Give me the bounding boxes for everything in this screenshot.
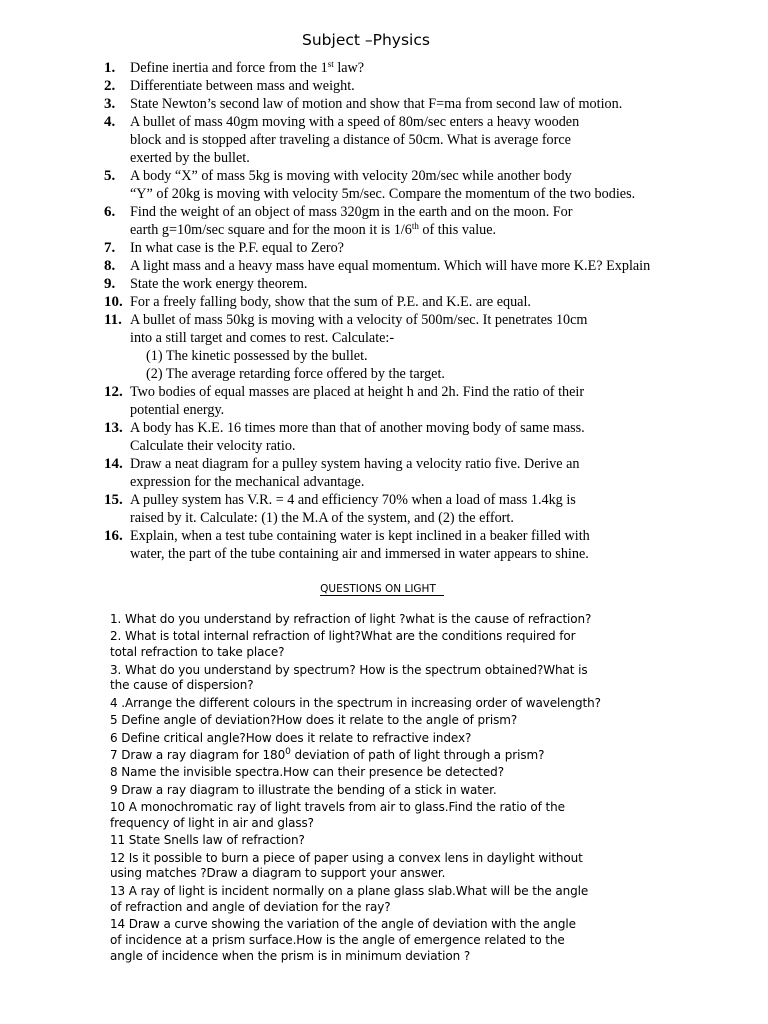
question-line: 3. What do you understand by spectrum? How is the spectrum obtained?What is <box>110 662 588 677</box>
question-line: 5 Define angle of deviation?How does it relate to the angle of prism? <box>110 713 518 728</box>
light-question <box>110 629 670 661</box>
question-number: 7. <box>104 240 116 256</box>
question-number: 6. <box>104 204 116 220</box>
question-line: 2. What is total internal refraction of light?What are the conditions required for <box>110 629 576 644</box>
physics-question <box>104 77 724 95</box>
physics-question <box>104 419 724 455</box>
light-question <box>110 800 670 832</box>
question-line: angle of incidence when the prism is in minimum deviation ? <box>110 948 471 963</box>
question-text <box>130 311 724 383</box>
question-line: 12 Is it possible to burn a piece of paper using a convex lens in daylight without <box>110 850 583 865</box>
physics-question-list <box>104 59 724 563</box>
question-line: exerted by the bullet. <box>130 150 250 166</box>
physics-question <box>104 239 724 257</box>
question-line: 4 .Arrange the different colours in the spectrum in increasing order of wavelength? <box>110 695 601 710</box>
physics-question <box>104 203 724 239</box>
physics-question <box>104 293 724 311</box>
question-number: 11. <box>104 312 122 328</box>
question-line: Find the weight of an object of mass 320gm in the earth and on the moon. For <box>130 204 573 220</box>
question-number: 12. <box>104 384 123 400</box>
physics-question <box>104 167 724 203</box>
question-text <box>130 113 724 167</box>
question-number: 3. <box>104 96 116 112</box>
question-line: earth g=10m/sec square and for the moon it is 1/6th of this value. <box>130 221 497 238</box>
question-number: 5. <box>104 168 116 184</box>
question-line: 11 State Snells law of refraction? <box>110 833 305 848</box>
light-question <box>110 663 670 695</box>
question-line: raised by it. Calculate: (1) the M.A of the system, and (2) the effort. <box>130 510 514 526</box>
light-question <box>110 713 670 729</box>
question-line: In what case is the P.F. equal to Zero? <box>130 240 344 256</box>
question-line: Draw a neat diagram for a pulley system having a velocity ratio five. Derive an <box>130 456 580 472</box>
light-question <box>110 612 670 628</box>
question-line: using matches ?Draw a diagram to support your answer. <box>110 866 446 881</box>
question-text <box>130 419 724 455</box>
question-line: For a freely falling body, show that the sum of P.E. and K.E. are equal. <box>130 294 531 310</box>
light-question <box>110 748 670 764</box>
sub-question-line: (1) The kinetic possessed by the bullet. <box>146 348 368 364</box>
question-text <box>130 95 724 113</box>
physics-question <box>104 113 724 167</box>
question-text <box>130 491 724 527</box>
light-question <box>110 833 670 849</box>
question-text <box>130 455 724 491</box>
question-text <box>130 275 724 293</box>
question-line: of incidence at a prism surface.How is the angle of emergence related to the <box>110 932 565 947</box>
question-line: Calculate their velocity ratio. <box>130 438 296 454</box>
question-line: State the work energy theorem. <box>130 276 308 292</box>
light-question <box>110 783 670 799</box>
question-line: A pulley system has V.R. = 4 and efficiency 70% when a load of mass 1.4kg is <box>130 492 576 508</box>
question-line: 1. What do you understand by refraction of light ?what is the cause of refraction? <box>110 612 592 626</box>
light-question-list <box>110 612 670 966</box>
question-line: expression for the mechanical advantage. <box>130 474 365 490</box>
question-line: of refraction and angle of deviation for the ray? <box>110 899 391 914</box>
light-question <box>110 884 670 916</box>
question-line: the cause of dispersion? <box>110 678 254 693</box>
question-line: A light mass and a heavy mass have equal momentum. Which will have more K.E? Explain <box>130 258 651 274</box>
question-line: total refraction to take place? <box>110 645 285 660</box>
question-text <box>130 257 724 275</box>
question-line: A body has K.E. 16 times more than that of another moving body of same mass. <box>130 420 585 436</box>
light-section-heading: QUESTIONS ON LIGHT <box>0 583 768 595</box>
question-number: 15. <box>104 492 123 508</box>
question-line: 13 A ray of light is incident normally on a plane glass slab.What will be the angle <box>110 883 589 898</box>
question-number: 14. <box>104 456 123 472</box>
physics-question <box>104 95 724 113</box>
physics-question <box>104 257 724 275</box>
question-text <box>130 527 724 563</box>
question-line: block and is stopped after traveling a distance of 50cm. What is average force <box>130 132 571 148</box>
question-line: water, the part of the tube containing air and immersed in water appears to shine. <box>130 546 589 562</box>
question-line: 6 Define critical angle?How does it relate to refractive index? <box>110 730 472 745</box>
question-line: A bullet of mass 40gm moving with a speed of 80m/sec enters a heavy wooden <box>130 114 580 130</box>
light-question <box>110 765 670 781</box>
light-question <box>110 851 670 883</box>
physics-question <box>104 311 724 383</box>
question-number: 1. <box>104 60 116 76</box>
question-number: 2. <box>104 78 116 94</box>
question-number: 13. <box>104 420 123 436</box>
light-question <box>110 696 670 712</box>
question-text <box>130 239 724 257</box>
physics-question <box>104 59 724 77</box>
question-text <box>130 293 724 311</box>
question-line: 9 Draw a ray diagram to illustrate the bending of a stick in water. <box>110 782 497 797</box>
question-text <box>130 383 724 419</box>
question-line: frequency of light in air and glass? <box>110 815 314 830</box>
question-line: potential energy. <box>130 402 225 418</box>
physics-question <box>104 491 724 527</box>
physics-question <box>104 383 724 419</box>
question-line: A bullet of mass 50kg is moving with a velocity of 500m/sec. It penetrates 10cm <box>130 312 588 328</box>
question-line: Explain, when a test tube containing water is kept inclined in a beaker filled with <box>130 528 590 544</box>
physics-question <box>104 275 724 293</box>
question-line: 10 A monochromatic ray of light travels from air to glass.Find the ratio of the <box>110 800 565 815</box>
light-question <box>110 917 670 964</box>
question-number: 16. <box>104 528 123 544</box>
question-number: 10. <box>104 294 123 310</box>
question-line: 8 Name the invisible spectra.How can their presence be detected? <box>110 765 504 780</box>
question-text <box>130 203 724 239</box>
question-text <box>130 59 724 77</box>
physics-question <box>104 455 724 491</box>
question-line: Differentiate between mass and weight. <box>130 78 355 94</box>
question-line: Two bodies of equal masses are placed at height h and 2h. Find the ratio of their <box>130 384 585 400</box>
physics-question <box>104 527 724 563</box>
question-number: 4. <box>104 114 116 130</box>
question-text <box>130 167 724 203</box>
question-line: State Newton’s second law of motion and show that F=ma from second law of motion. <box>130 96 623 112</box>
light-question <box>110 731 670 747</box>
question-line: “Y” of 20kg is moving with velocity 5m/sec. Compare the momentum of the two bodies. <box>130 186 636 202</box>
question-line: 14 Draw a curve showing the variation of the angle of deviation with the angle <box>110 917 576 932</box>
question-text <box>130 77 724 95</box>
question-number: 8. <box>104 258 116 274</box>
question-line: Define inertia and force from the 1st law? <box>130 59 365 76</box>
sub-question-line: (2) The average retarding force offered by the target. <box>146 366 445 382</box>
question-line: into a still target and comes to rest. Calculate:- <box>130 330 395 346</box>
question-line: 7 Draw a ray diagram for $180^0$ deviation of path of light through a prism? <box>110 746 545 762</box>
page-title: Subject –Physics <box>302 31 430 49</box>
question-line: A body “X” of mass 5kg is moving with velocity 20m/sec while another body <box>130 168 572 184</box>
question-number: 9. <box>104 276 116 292</box>
